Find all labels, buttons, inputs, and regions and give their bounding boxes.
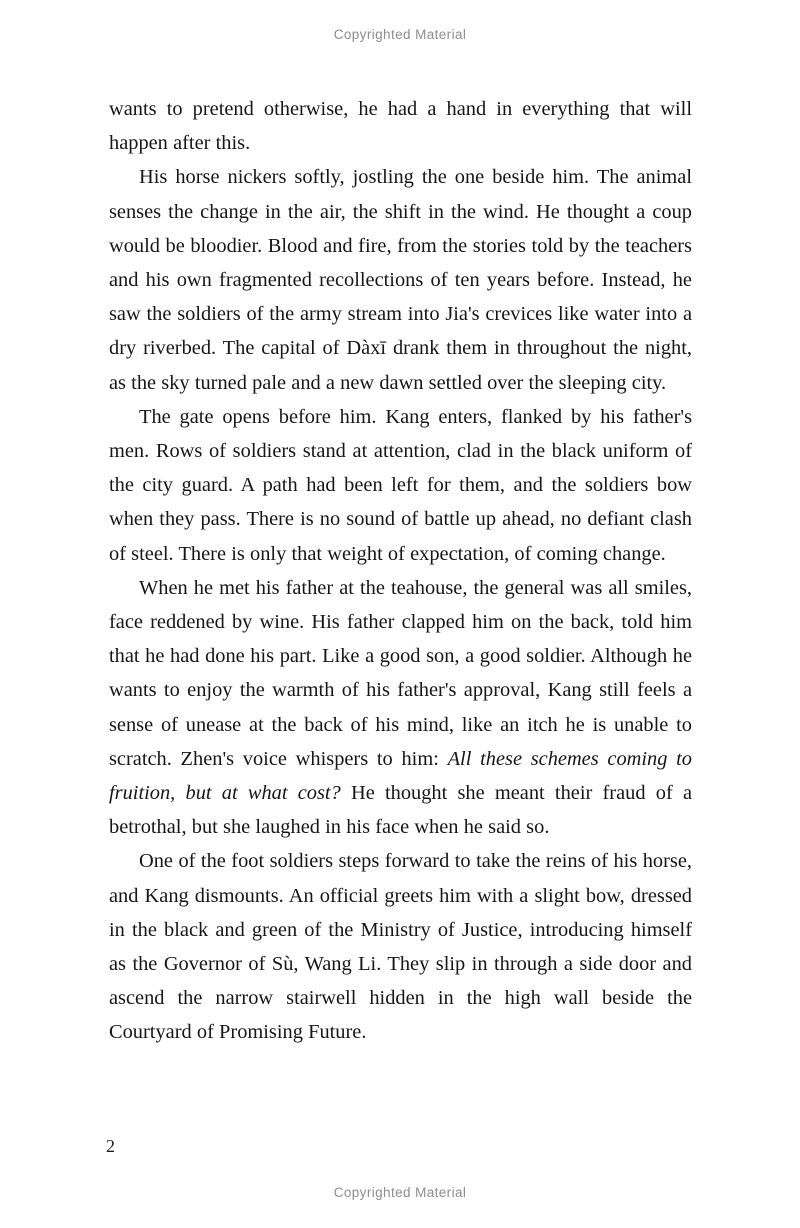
- page-number: 2: [106, 1136, 115, 1156]
- paragraph-4: [109, 571, 692, 845]
- inner-monologue-italic: All these schemes coming to fruition, but at what cost?: [109, 747, 693, 805]
- paragraph-3: The gate opens before him. Kang enters, flanked by his father's men. Rows of soldiers stand at attention, clad in the black uniform of the city guard. A path had been left for them, and the soldiers bow when they pass. There is no sound of battle up ahead, no defiant clash of steel. There is only that weight of expectation, of coming change.: [109, 405, 692, 565]
- paragraph-1: wants to pretend otherwise, he had a hand in everything that will happen after this.: [109, 98, 692, 155]
- copyright-watermark-top: Copyrighted Material: [333, 27, 467, 42]
- paragraph-2: His horse nickers softly, jostling the one beside him. The animal senses the change in the air, the shift in the wind. He thought a coup would be bloodier. Blood and fire, from the stories told by the teachers and his own fragmented recollections of ten years before. Instead, he saw the soldiers of the army stream into Jia's crevices like water into a dry riverbed. The capital of Dàxī drank them in throughout the night, as the sky turned pale and a new dawn settled over the sleeping city.: [109, 166, 692, 394]
- paragraph-4-tail: He thought she meant their fraud of a betrothal, but she laughed in his face when he said so.: [109, 782, 693, 839]
- paragraph-5: One of the foot soldiers steps forward to take the reins of his horse, and Kang dismounts. An official greets him with a slight bow, dressed in the black and green of the Ministry of Justice, introducing himself as the Governor of Sù, Wang Li. They slip in through a side door and ascend the narrow stairwell hidden in the high wall beside the Courtyard of Promising Future.: [109, 850, 692, 1044]
- copyright-watermark-bottom: Copyrighted Material: [333, 1185, 467, 1200]
- paragraph-4-lead: When he met his father at the teahouse, the general was all smiles, face reddened by wine. His father clapped him on the back, told him that he had done his part. Like a good son, a good soldier. Although he wants to enjoy the warmth of his father's approval, Kang still feels a sense of unease at the back of his mind, like an itch he is unable to scratch. Zhen's voice whispers to him:: [109, 576, 692, 770]
- page-text-block: [109, 92, 692, 1050]
